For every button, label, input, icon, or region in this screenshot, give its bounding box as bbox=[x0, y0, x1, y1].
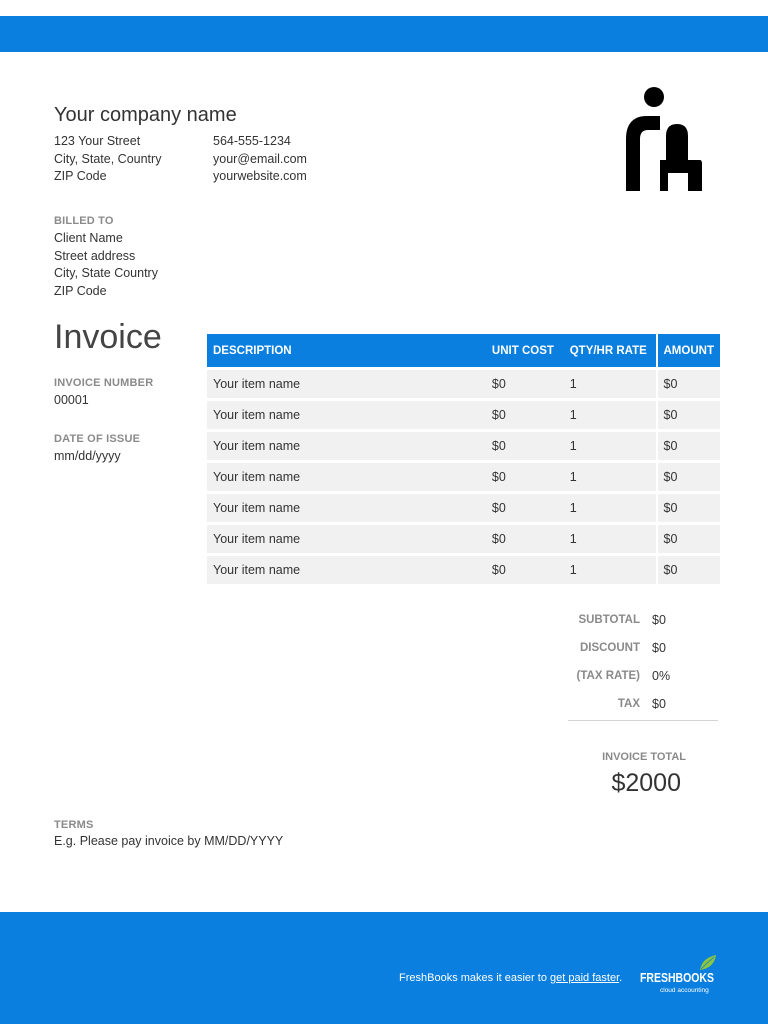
invoice-total-value: $2000 bbox=[611, 769, 681, 797]
item-amount: $0 bbox=[656, 463, 721, 491]
person-seated-icon bbox=[616, 84, 704, 194]
company-email: your@email.com bbox=[213, 151, 307, 166]
footer-text: FreshBooks makes it easier to bbox=[399, 972, 551, 984]
company-phone: 564-555-1234 bbox=[213, 134, 291, 148]
invoice-number-label: INVOICE NUMBER bbox=[54, 377, 154, 389]
item-qty: 1 bbox=[564, 525, 656, 553]
item-qty: 1 bbox=[564, 463, 656, 491]
company-zip: ZIP Code bbox=[54, 169, 107, 184]
client-zip: ZIP Code bbox=[54, 284, 107, 299]
invoice-number: 00001 bbox=[54, 393, 89, 407]
client-city: City, State Country bbox=[54, 266, 158, 281]
item-amount: $0 bbox=[656, 370, 721, 398]
table-row bbox=[207, 401, 720, 429]
freshbooks-logo[interactable] bbox=[638, 952, 718, 998]
invoice-total-label: INVOICE TOTAL bbox=[602, 751, 686, 763]
company-city: City, State, Country bbox=[54, 151, 162, 166]
item-qty: 1 bbox=[564, 432, 656, 460]
discount-value: $0 bbox=[652, 641, 666, 655]
terms-label: TERMS bbox=[54, 819, 94, 831]
table-row bbox=[207, 494, 720, 522]
header-unit-cost: UNIT COST bbox=[491, 344, 554, 357]
company-contact bbox=[213, 133, 307, 186]
footer-tagline bbox=[399, 972, 622, 984]
header-qty: QTY/HR RATE bbox=[569, 344, 647, 357]
billed-to-label: BILLED TO bbox=[54, 215, 114, 227]
item-unit-cost: $0 bbox=[486, 432, 564, 460]
date-of-issue-label: DATE OF ISSUE bbox=[54, 433, 141, 445]
company-address bbox=[54, 133, 161, 186]
item-amount: $0 bbox=[656, 525, 721, 553]
client-street: Street address bbox=[54, 248, 136, 263]
company-website: yourwebsite.com bbox=[213, 169, 307, 184]
tax-rate-value: 0% bbox=[652, 669, 671, 683]
item-unit-cost: $0 bbox=[486, 463, 564, 491]
table-row bbox=[207, 525, 720, 553]
item-description: Your item name bbox=[207, 463, 486, 491]
item-unit-cost: $0 bbox=[486, 525, 564, 553]
freshbooks-logo-text: FRESHBOOKS bbox=[640, 970, 715, 985]
date-of-issue: mm/dd/yyyy bbox=[54, 449, 121, 463]
item-amount: $0 bbox=[656, 432, 721, 460]
tax-row bbox=[568, 690, 718, 718]
item-amount: $0 bbox=[656, 494, 721, 522]
invoice-number-block bbox=[54, 376, 153, 407]
subtotal-row bbox=[568, 606, 718, 634]
tax-label: TAX bbox=[617, 698, 640, 710]
tax-rate-label: (TAX RATE) bbox=[576, 670, 640, 682]
item-description: Your item name bbox=[207, 525, 486, 553]
footer-period: . bbox=[619, 972, 623, 984]
item-description: Your item name bbox=[207, 432, 486, 460]
table-row bbox=[207, 370, 720, 398]
company-street: 123 Your Street bbox=[54, 134, 141, 148]
invoice-title: Invoice bbox=[54, 318, 162, 356]
discount-label: DISCOUNT bbox=[579, 642, 640, 654]
item-amount: $0 bbox=[656, 556, 721, 584]
table-row bbox=[207, 463, 720, 491]
client-name: Client Name bbox=[54, 231, 123, 245]
totals-block bbox=[568, 606, 718, 718]
item-qty: 1 bbox=[564, 494, 656, 522]
item-unit-cost: $0 bbox=[486, 401, 564, 429]
header-amount: AMOUNT bbox=[656, 334, 721, 367]
line-items-table bbox=[207, 331, 720, 587]
item-description: Your item name bbox=[207, 556, 486, 584]
tax-rate-row bbox=[568, 662, 718, 690]
item-qty: 1 bbox=[564, 401, 656, 429]
header-description: DESCRIPTION bbox=[213, 344, 292, 357]
date-of-issue-block bbox=[54, 432, 140, 463]
top-brand-bar bbox=[0, 16, 768, 52]
item-description: Your item name bbox=[207, 494, 486, 522]
item-unit-cost: $0 bbox=[486, 556, 564, 584]
item-unit-cost: $0 bbox=[486, 494, 564, 522]
discount-row bbox=[568, 634, 718, 662]
item-qty: 1 bbox=[564, 556, 656, 584]
table-row bbox=[207, 556, 720, 584]
freshbooks-logo-sub: cloud accounting bbox=[660, 987, 709, 994]
totals-divider bbox=[568, 720, 718, 721]
table-header-row bbox=[207, 334, 720, 367]
item-description: Your item name bbox=[207, 370, 486, 398]
item-description: Your item name bbox=[207, 401, 486, 429]
table-row bbox=[207, 432, 720, 460]
subtotal-label: SUBTOTAL bbox=[578, 614, 640, 626]
billed-to bbox=[54, 214, 158, 301]
subtotal-value: $0 bbox=[652, 613, 666, 627]
terms-text: E.g. Please pay invoice by MM/DD/YYYY bbox=[54, 834, 284, 848]
item-unit-cost: $0 bbox=[486, 370, 564, 398]
company-name: Your company name bbox=[54, 104, 237, 126]
terms-block bbox=[54, 818, 283, 848]
item-amount: $0 bbox=[656, 401, 721, 429]
get-paid-faster-link[interactable]: get paid faster bbox=[550, 972, 620, 984]
item-qty: 1 bbox=[564, 370, 656, 398]
footer-bar bbox=[0, 912, 768, 1024]
tax-value: $0 bbox=[652, 697, 666, 711]
